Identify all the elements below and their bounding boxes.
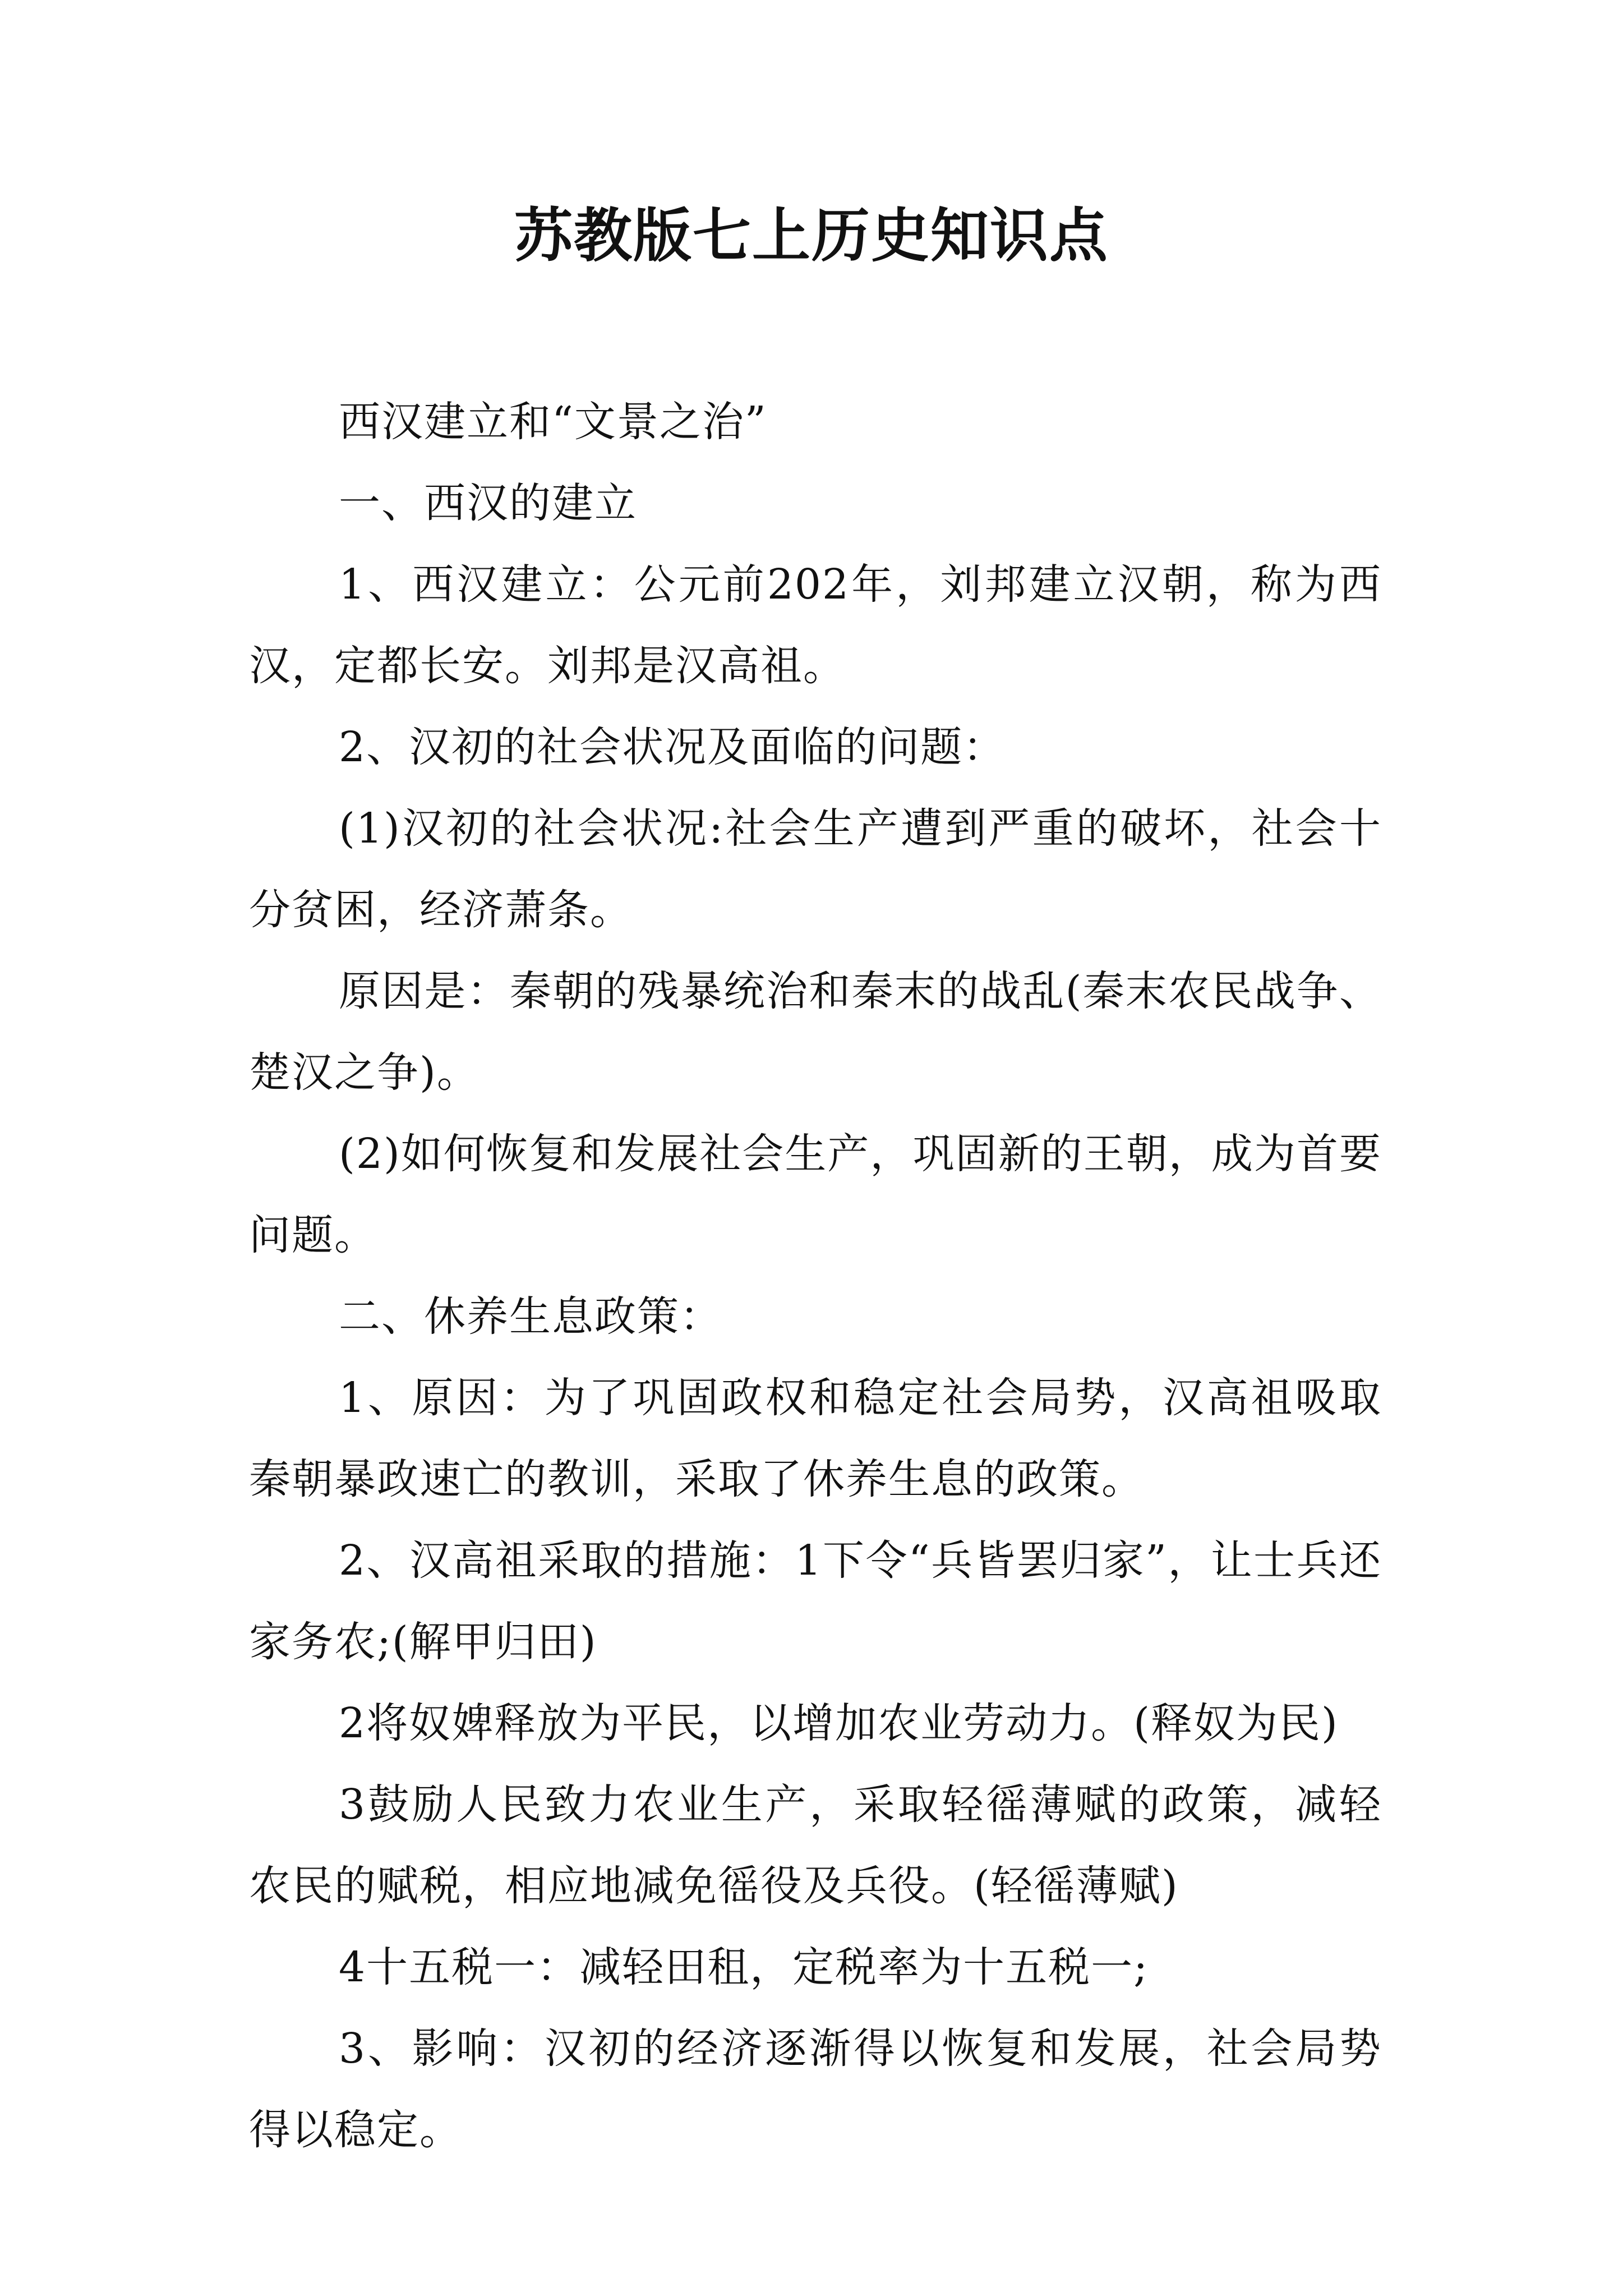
paragraph-measure-1: 2、汉高祖采取的措施：1下令“兵皆罢归家”，让士兵还家务农;(解甲归田) xyxy=(249,1536,1382,1666)
paragraph-primary-problem: (2)如何恢复和发展社会生产，巩固新的王朝，成为首要问题。 xyxy=(249,1130,1382,1259)
paragraph-measure-2: 2将奴婢释放为平民，以增加农业劳动力。(释奴为民) xyxy=(339,1699,1339,1747)
paragraph-reason: 原因是：秦朝的残暴统治和秦末的战乱(秦末农民战争、楚汉之争)。 xyxy=(249,967,1382,1097)
paragraph-policy-heading: 二、休养生息政策： xyxy=(339,1292,722,1341)
paragraph-early-han-problems-heading: 2、汉初的社会状况及面临的问题： xyxy=(339,723,1006,771)
paragraph-measure-3: 3鼓励人民致力农业生产，采取轻徭薄赋的政策，减轻农民的赋税，相应地减免徭役及兵役。(轻徭薄赋) xyxy=(249,1780,1382,1910)
paragraph-impact: 3、影响：汉初的经济逐渐得以恢复和发展，社会局势得以稳定。 xyxy=(249,2024,1382,2154)
document-title: 苏教版七上历史知识点 xyxy=(514,201,1109,270)
paragraph-heading-western-han-founding: 一、西汉的建立 xyxy=(339,479,637,527)
document-body xyxy=(249,381,1382,2171)
paragraph-policy-reason: 1、原因：为了巩固政权和稳定社会局势，汉高祖吸取秦朝暴政速亡的教训，采取了休养生息的政策。 xyxy=(249,1374,1382,1503)
paragraph-social-situation: (1)汉初的社会状况:社会生产遭到严重的破坏，社会十分贫困，经济萧条。 xyxy=(249,804,1382,934)
paragraph-measure-4: 4十五税一：减轻田租，定税率为十五税一; xyxy=(339,1943,1149,1991)
paragraph-section-heading: 西汉建立和“文景之治” xyxy=(339,398,767,446)
paragraph-founding-details: 1、西汉建立：公元前202年，刘邦建立汉朝，称为西汉，定都长安。刘邦是汉高祖。 xyxy=(249,560,1382,690)
